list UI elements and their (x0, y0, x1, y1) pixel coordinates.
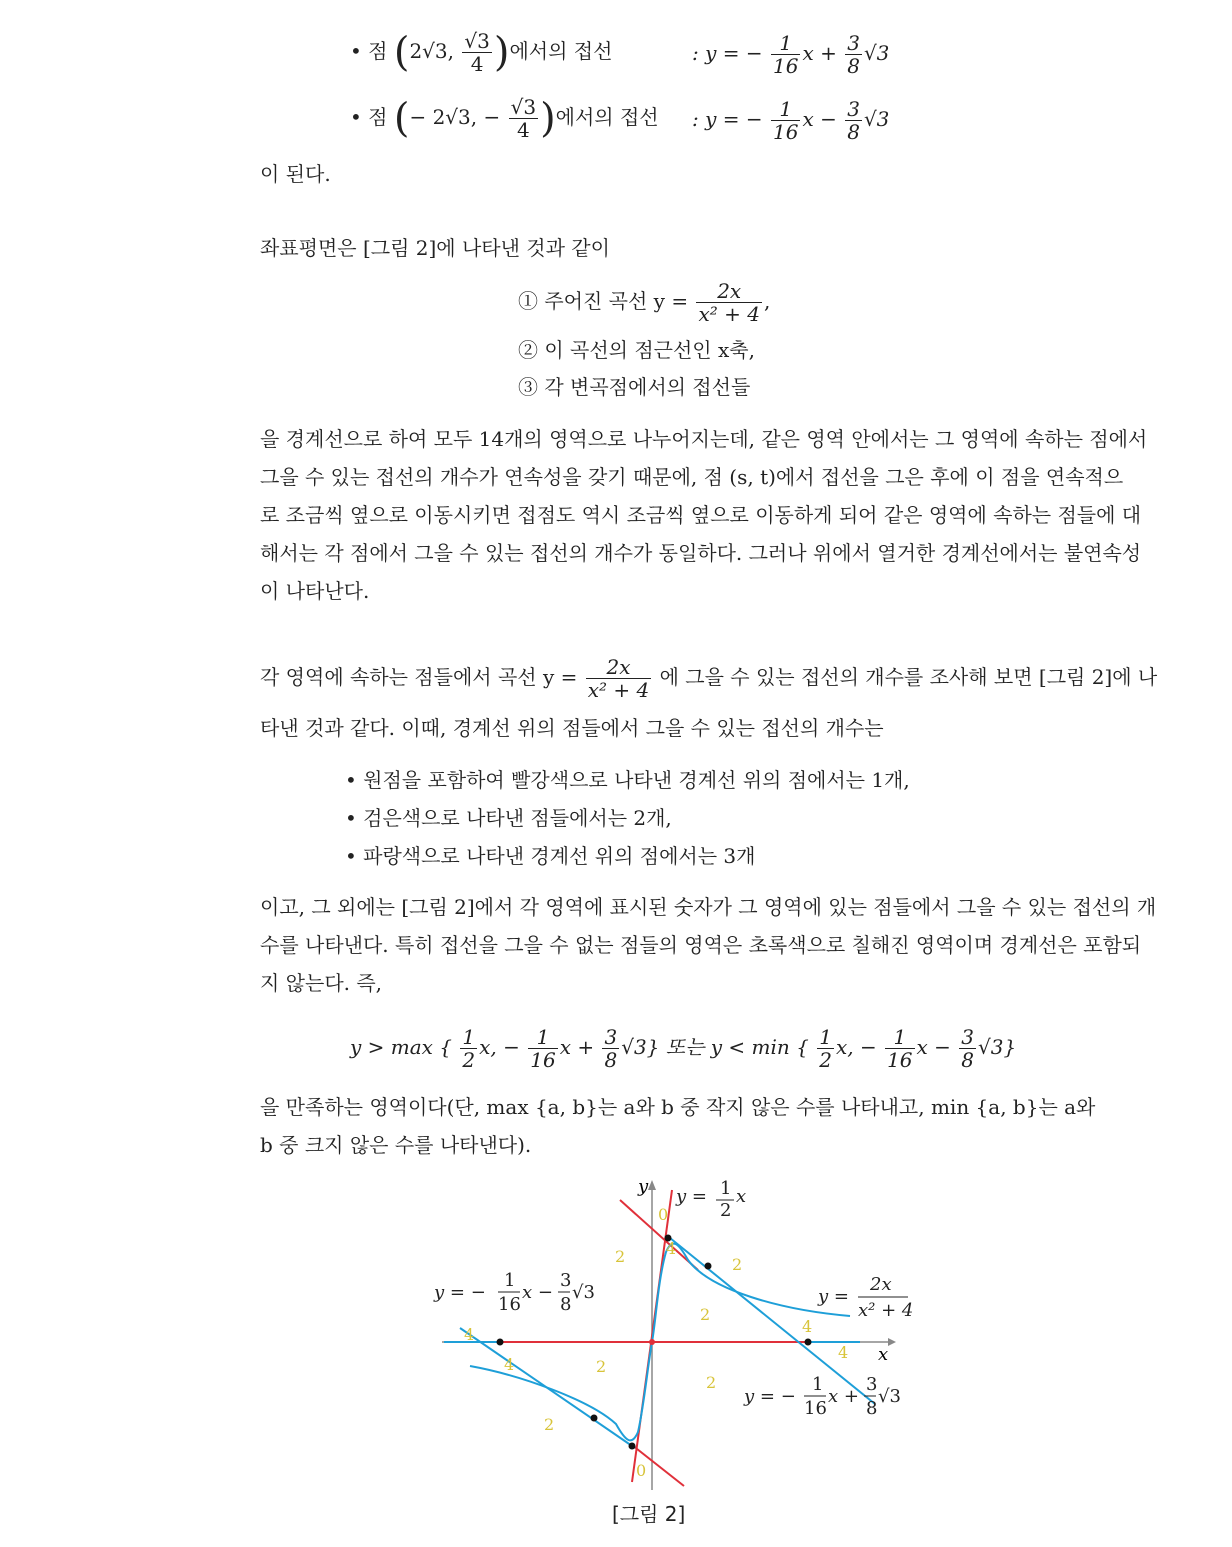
label-tangent-right: y = − (744, 1386, 796, 1407)
region-count: 4 (504, 1355, 515, 1374)
label-tangent-left: y = − (434, 1282, 486, 1303)
region-count: 4 (666, 1239, 677, 1258)
tangent-prefix: 점 (368, 39, 388, 63)
bullet: • (350, 39, 362, 63)
figure-caption: [그림 2] (612, 1502, 686, 1526)
tangent-prefix: 점 (368, 105, 388, 129)
tangent-point (705, 1263, 712, 1270)
region-count: 4 (802, 1317, 813, 1336)
tangent-eq-2: : y = − $\frac{1}{16}$ x − $\frac{3}{8}$ √3 (692, 97, 890, 144)
conclusion-text: 이 된다. (260, 162, 331, 186)
y-axis-arrow-icon (648, 1180, 656, 1190)
inequality: y > max { $\frac{1}{2}$ x, − $\frac{1}{16}$ x + $\frac{3}{8}$ √3} 또는 y < min { $\frac{1}{2}$ x, − $\frac{1}{16}$ x − $\frac{3}{8}$ √3} (350, 1025, 1017, 1072)
inflection-point (629, 1443, 636, 1450)
svg-text:x −: x − (522, 1282, 553, 1303)
paragraph-2-line-2: 타낸 것과 같다. 이때, 경계선 위의 점들에서 그을 수 있는 접선의 개수는 (260, 716, 884, 740)
svg-text:√3: √3 (572, 1282, 595, 1303)
svg-text:8: 8 (560, 1294, 572, 1315)
x-axis-arrow-icon (888, 1338, 896, 1346)
label-line-half: y = (676, 1186, 707, 1207)
region-count: 2 (544, 1415, 555, 1434)
tangent-label: 에서의 접선 (509, 39, 613, 63)
paragraph-4: 을 만족하는 영역이다(단, max {a, b}는 a와 b 중 작지 않은 수를 나타내고, min {a, b}는 a와 b 중 크지 않은 수를 나타낸다). (260, 1095, 1096, 1157)
y-axis-label: y (638, 1176, 649, 1197)
point-y-den: 4 (516, 118, 530, 142)
svg-text:16: 16 (804, 1398, 827, 1419)
point-y-num: √3 (510, 95, 537, 119)
bullet: • (350, 105, 362, 129)
tangent-point (805, 1339, 812, 1346)
svg-text:16: 16 (498, 1294, 521, 1315)
svg-text:2x: 2x (870, 1274, 892, 1295)
tangent-point (591, 1415, 598, 1422)
origin-point (649, 1339, 655, 1345)
region-count: 2 (706, 1373, 717, 1392)
region-count: 2 (732, 1255, 743, 1274)
paragraph-1: 을 경계선으로 하여 모두 14개의 영역으로 나누어지는데, 같은 영역 안에서는 그 영역에 속하는 점에서 그을 수 있는 접선의 개수가 연속성을 갖기 때문에, 점 (s, t)에서 접선을 그은 후에 이 점을 연속적으 로 조금씩 옆으로 이동시키면 접점도 역시 조금씩 옆으로 이동하게 되어 같은 영역에 속하는 점들에 대 해서는 각 점에서 그을 수 있는 접선의 개수가 동일하다. 그러나 위에서 열거한 경계선에서는 불연속성 이 나타난다. (260, 427, 1148, 603)
intro-text: 좌표평면은 [그림 2]에 나타낸 것과 같이 (260, 236, 610, 260)
region-count: 0 (636, 1461, 647, 1480)
svg-text:1: 1 (720, 1178, 732, 1199)
svg-text:3: 3 (866, 1374, 878, 1395)
svg-text:1: 1 (504, 1270, 516, 1291)
tangent-label: 에서의 접선 (555, 105, 659, 129)
region-count: 2 (596, 1357, 607, 1376)
label-curve: y = (818, 1286, 849, 1307)
boundary-item-2: ② 이 곡선의 점근선인 x축, (518, 338, 755, 362)
tangent-point (497, 1339, 504, 1346)
region-count: 4 (838, 1343, 849, 1362)
bullet-item-1: • 원점을 포함하여 빨강색으로 나타낸 경계선 위의 점에서는 1개, (345, 768, 910, 792)
point-x: 2√3, (409, 39, 455, 63)
boundary-item-1: ① 주어진 곡선 y = $\frac{2x}{\text{x² + 4}}$ , (518, 279, 771, 326)
region-count: 2 (615, 1247, 626, 1266)
tangent-row-2: • 점 (− 2√3, − $\frac{√3}{4}$ )에서의 접선 (350, 95, 659, 142)
point-y-num: √3 (464, 29, 490, 53)
tangent-row-1: • 점 (2√3, $\frac{√3}{4}$ )에서의 접선 (350, 29, 613, 76)
tangent-eq-1: : y = − $\frac{1}{16}$ x + $\frac{3}{8}$ √3 (692, 31, 890, 78)
boundary-item-3: ③ 각 변곡점에서의 접선들 (518, 375, 751, 399)
region-count: 4 (464, 1325, 475, 1344)
svg-text:√3: √3 (878, 1386, 901, 1407)
svg-text:1: 1 (812, 1374, 824, 1395)
region-count: 0 (658, 1205, 669, 1224)
paragraph-3: 이고, 그 외에는 [그림 2]에서 각 영역에 표시된 숫자가 그 영역에 있는 점들에서 그을 수 있는 접선의 개 수를 나타낸다. 특히 접선을 그을 수 없는 점들의 영역은 초록색으로 칠해진 영역이며 경계선은 포함되 지 않는다. 즉, (260, 895, 1157, 995)
x-axis-label: x (878, 1344, 889, 1365)
svg-text:x +: x + (828, 1386, 859, 1407)
figure-2 (420, 1170, 940, 1500)
bullet-item-3: • 파랑색으로 나타낸 경계선 위의 점에서는 3개 (345, 844, 756, 868)
point-x: − 2√3, − (409, 105, 501, 129)
svg-text:8: 8 (866, 1398, 878, 1419)
svg-text:x² + 4: x² + 4 (858, 1300, 914, 1321)
svg-text:2: 2 (720, 1200, 732, 1221)
svg-text:3: 3 (560, 1270, 572, 1291)
bullet-item-2: • 검은색으로 나타낸 점들에서는 2개, (345, 806, 672, 830)
svg-text:x: x (736, 1186, 747, 1207)
region-count: 2 (700, 1305, 711, 1324)
paragraph-2-line-1: 각 영역에 속하는 점들에서 곡선 y = $\frac{2x}{\text{x² + 4}}$ 에 그을 수 있는 접선의 개수를 조사해 보면 [그림 2]에 나 (260, 655, 1158, 702)
point-y-den: 4 (470, 52, 484, 76)
